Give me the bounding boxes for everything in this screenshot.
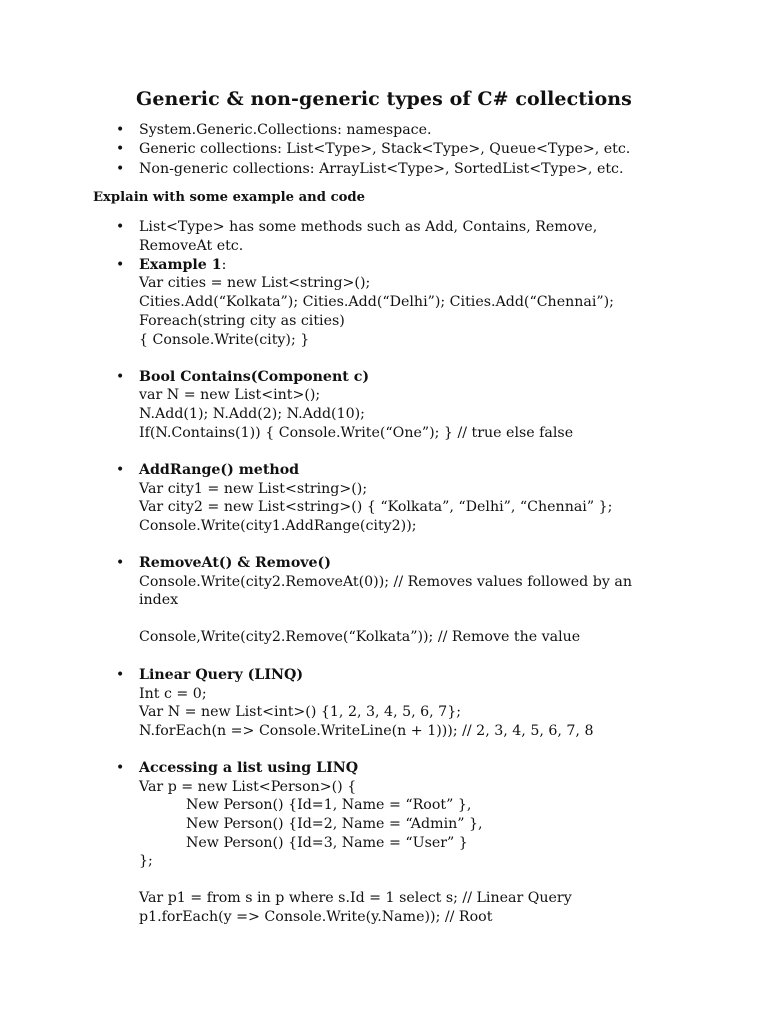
bullet-icon: • — [116, 161, 125, 177]
bullet-icon: • — [116, 141, 125, 157]
bullet-icon: • — [116, 555, 125, 571]
intro-line: Generic collections: List<Type>, Stack<Type>, Queue<Type>, etc. — [139, 141, 631, 157]
contains-heading: Bool Contains(Component c) — [139, 369, 370, 385]
page-title: Generic & non-generic types of C# collections — [136, 88, 632, 110]
code-line: Int c = 0; — [139, 686, 207, 702]
bullet-icon: • — [116, 369, 125, 385]
bullet-icon: • — [116, 219, 125, 235]
intro-line: System.Generic.Collections: namespace. — [139, 122, 432, 138]
code-line: Var city2 = new List<string>() { “Kolkata”, “Delhi”, “Chennai” }; — [139, 499, 613, 515]
code-line: If(N.Contains(1)) { Console.Write(“One”); } // true else false — [139, 425, 574, 441]
text-line: List<Type> has some methods such as Add, Contains, Remove, — [139, 219, 598, 235]
code-line: New Person() {Id=3, Name = “User” } — [186, 835, 468, 851]
code-line: Var p1 = from s in p where s.Id = 1 select s; // Linear Query — [139, 890, 572, 906]
bullet-icon: • — [116, 122, 125, 138]
code-line: Console.Write(city1.AddRange(city2)); — [139, 518, 417, 534]
intro-line: Non-generic collections: ArrayList<Type>, SortedList<Type>, etc. — [139, 161, 624, 177]
access-heading: Accessing a list using LINQ — [139, 760, 359, 776]
code-line: Var p = new List<Person>() { — [139, 779, 357, 795]
code-line: { Console.Write(city); } — [139, 332, 310, 348]
linq-heading: Linear Query (LINQ) — [139, 667, 304, 683]
code-line: New Person() {Id=2, Name = “Admin” }, — [186, 816, 483, 832]
code-line: N.Add(1); N.Add(2); N.Add(10); — [139, 406, 365, 422]
bullet-icon: • — [116, 760, 125, 776]
addrange-heading: AddRange() method — [139, 462, 300, 478]
code-line: Console,Write(city2.Remove(“Kolkata”)); // Remove the value — [139, 629, 581, 645]
example1-label: Example 1 — [139, 257, 222, 273]
code-line: }; — [139, 853, 153, 869]
code-line: index — [139, 592, 179, 608]
example1-heading — [139, 256, 226, 275]
code-line: Cities.Add(“Kolkata”); Cities.Add(“Delhi”); Cities.Add(“Chennai”); — [139, 294, 614, 310]
text-line: RemoveAt etc. — [139, 238, 244, 254]
code-line: Foreach(string city as cities) — [139, 313, 345, 329]
bullet-icon: • — [116, 667, 125, 683]
remove-heading: RemoveAt() & Remove() — [139, 555, 331, 571]
bullet-icon: • — [116, 257, 125, 273]
code-line: Var city1 = new List<string>(); — [139, 481, 368, 497]
code-line: var N = new List<int>(); — [139, 387, 321, 403]
section-heading: Explain with some example and code — [93, 190, 366, 205]
code-line: New Person() {Id=1, Name = “Root” }, — [186, 797, 472, 813]
code-line: Console.Write(city2.RemoveAt(0)); // Removes values followed by an — [139, 574, 632, 590]
code-line: p1.forEach(y => Console.Write(y.Name)); // Root — [139, 909, 493, 925]
code-line: Var N = new List<int>() {1, 2, 3, 4, 5, 6, 7}; — [139, 704, 462, 720]
code-line: N.forEach(n => Console.WriteLine(n + 1))); // 2, 3, 4, 5, 6, 7, 8 — [139, 723, 594, 739]
bullet-icon: • — [116, 462, 125, 478]
example1-colon: : — [221, 257, 227, 273]
code-line: Var cities = new List<string>(); — [139, 275, 371, 291]
